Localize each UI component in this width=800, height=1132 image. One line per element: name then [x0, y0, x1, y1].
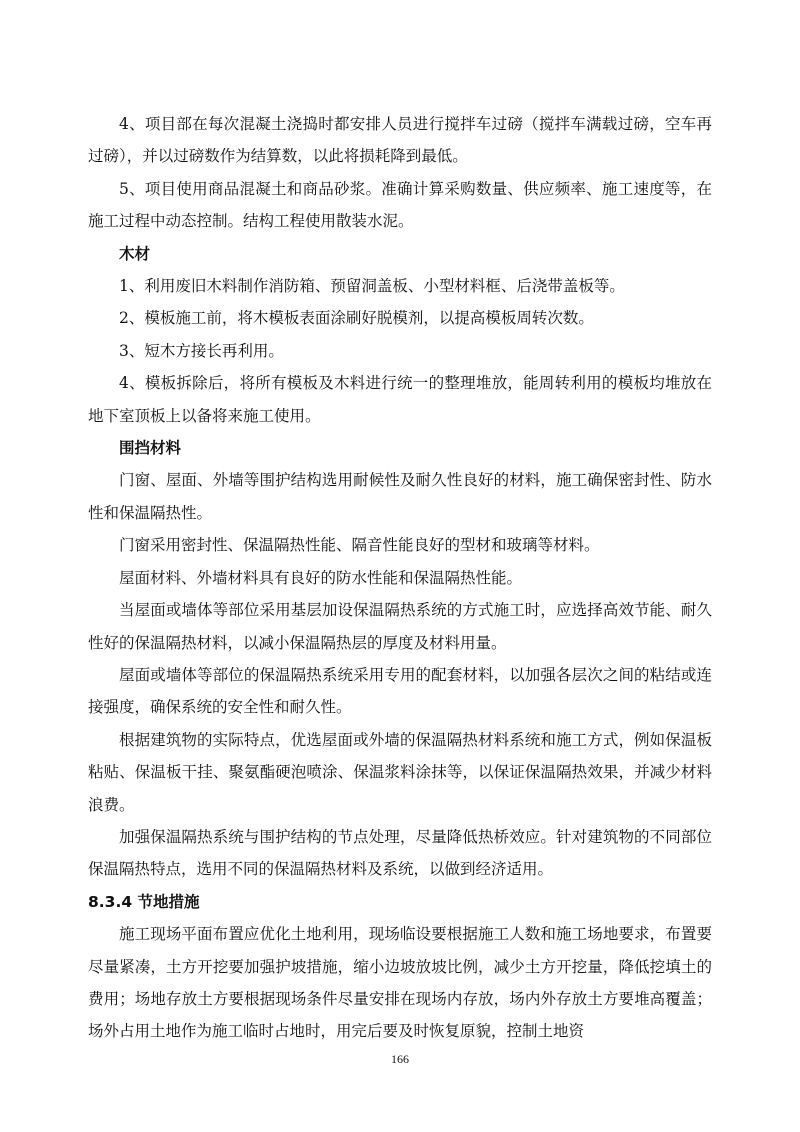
subheading-wood: 木材: [119, 244, 151, 263]
paragraph: 加强保温隔热系统与围护结构的节点处理，尽量降低热桥效应。针对建筑物的不同部位保温隔热特点，选用不同的保温隔热材料及系统，以做到经济适用。: [88, 827, 712, 879]
paragraph: 4、项目部在每次混凝土浇捣时都安排人员进行搅拌车过磅（搅拌车满载过磅，空车再过磅），并以过磅数作为结算数，以此将损耗降到最低。: [88, 115, 712, 166]
paragraph: 施工现场平面布置应优化土地利用，现场临设要根据施工人数和施工场地要求，布置要尽量紧凑，土方开挖要加强护坡措施，缩小边坡放坡比例，减少土方开挖量，降低挖填土的费用；场地存放土方要根据现场条件尽量安排在现场内存放，场内外存放土方要堆高覆盖；场外占用土地作为施工临时占地时，用完后要及时恢复原貌，控制土地资: [88, 925, 712, 1041]
paragraph: 1、利用废旧木料制作消防箱、预留洞盖板、小型材料框、后浇带盖板等。: [119, 277, 625, 296]
paragraph: 门窗、屋面、外墙等围护结构选用耐候性及耐久性良好的材料，施工确保密封性、防水性和保温隔热性。: [88, 471, 712, 522]
page-number: 166: [391, 1052, 409, 1066]
paragraph: 3、短木方接长再利用。: [119, 341, 284, 360]
document-body: [88, 108, 712, 1048]
paragraph: 5、项目使用商品混凝土和商品砂浆。准确计算采购数量、供应频率、施工速度等，在施工过程中动态控制。结构工程使用散装水泥。: [88, 179, 712, 231]
paragraph: 根据建筑物的实际特点，优选屋面或外墙的保温隔热材料系统和施工方式，例如保温板粘贴、保温板干挂、聚氨酯硬泡喷涂、保温浆料涂抹等，以保证保温隔热效果，并减少材料浪费。: [88, 730, 712, 814]
paragraph: 当屋面或墙体等部位采用基层加设保温隔热系统的方式施工时，应选择高效节能、耐久性好的保温隔热材料，以减小保温隔热层的厚度及材料用量。: [88, 601, 712, 652]
paragraph: 门窗采用密封性、保温隔热性能、隔音性能良好的型材和玻璃等材料。: [119, 536, 600, 555]
paragraph: 4、模板拆除后，将所有模板及木料进行统一的整理堆放，能周转利用的模板均堆放在地下室顶板上以备将来施工使用。: [88, 374, 712, 425]
paragraph: 屋面或墙体等部位的保温隔热系统采用专用的配套材料，以加强各层次之间的粘结或连接强度，确保系统的安全性和耐久性。: [88, 665, 712, 717]
section-heading-8-3-4: 8.3.4 节地措施: [88, 892, 200, 911]
paragraph: 2、模板施工前，将木模板表面涂刷好脱模剂，以提高模板周转次数。: [119, 309, 594, 328]
paragraph: 屋面材料、外墙材料具有良好的防水性能和保温隔热性能。: [119, 568, 523, 587]
subheading-enclosure-materials: 围挡材料: [119, 439, 182, 458]
